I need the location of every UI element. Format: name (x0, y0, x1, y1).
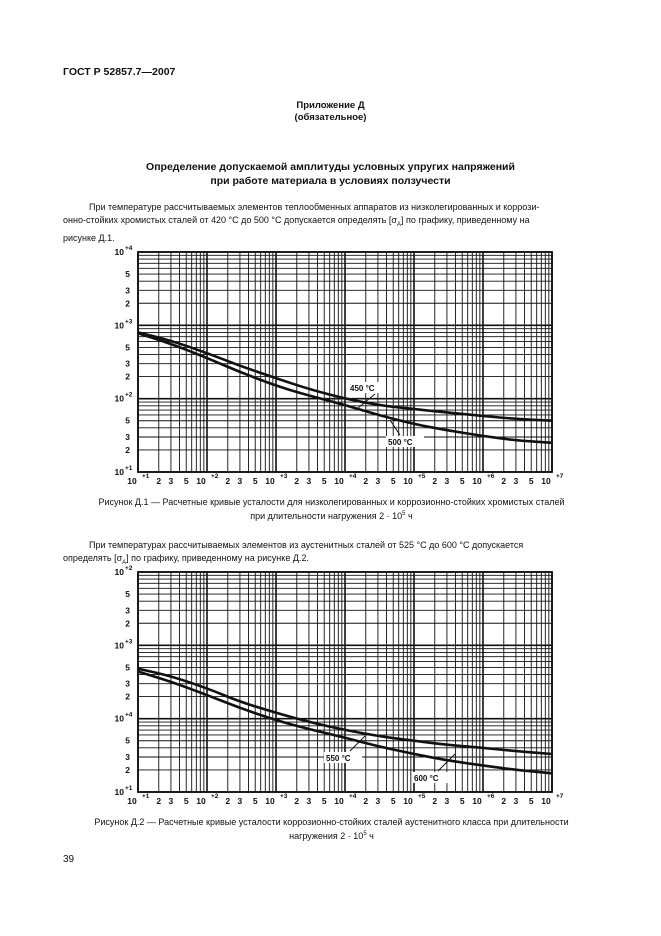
x-tick-exponent: +1 (142, 473, 150, 480)
y-minor-tick-label: 3 (125, 678, 130, 689)
paragraph-2-text-a: определять [σ (63, 553, 123, 563)
y-minor-tick-label: 3 (125, 358, 130, 369)
x-minor-tick-label: 2 (156, 476, 162, 486)
x-minor-tick-label: 3 (513, 796, 519, 806)
y-tick-exponent: +1 (125, 465, 133, 472)
y-minor-tick-label: 3 (125, 752, 130, 763)
x-minor-tick-label: 3 (513, 476, 519, 486)
x-tick-label: 10 (127, 796, 137, 806)
x-tick-label: 10 (334, 796, 344, 806)
y-tick-labels (115, 565, 133, 797)
x-tick-exponent: +7 (556, 473, 564, 480)
caption-d2-text-b: ч (366, 831, 374, 841)
x-minor-tick-label: 5 (321, 476, 327, 486)
sigma-subscript: A (396, 221, 401, 228)
y-minor-tick-label: 5 (125, 415, 130, 426)
chart-figure-d1 (100, 244, 580, 490)
y-tick-exponent: +4 (125, 245, 133, 252)
y-minor-tick-label: 5 (125, 735, 130, 746)
x-minor-tick-label: 3 (444, 476, 450, 486)
y-tick-exponent: +2 (125, 565, 133, 572)
y-tick-exponent: +3 (125, 638, 133, 646)
x-minor-tick-label: 3 (237, 476, 243, 486)
x-minor-tick-label: 2 (225, 476, 231, 486)
section-title-line1: Определение допускаемой амплитуды условных упругих напряжений (146, 161, 515, 173)
document-header: ГОСТ Р 52857.7—2007 (63, 66, 176, 78)
x-minor-tick-label: 5 (528, 796, 534, 806)
y-minor-tick-label: 2 (125, 691, 130, 702)
series-label: 550 °C (326, 754, 351, 763)
x-minor-tick-label: 2 (432, 476, 438, 486)
x-minor-tick-label: 2 (156, 796, 162, 806)
y-tick-exponent: +4 (125, 711, 133, 719)
x-tick-exponent: +4 (349, 793, 357, 800)
x-tick-exponent: +7 (556, 793, 564, 800)
x-tick-labels (127, 793, 564, 806)
x-tick-exponent: +2 (211, 793, 219, 800)
paragraph-1 (63, 201, 600, 245)
x-tick-exponent: +6 (487, 793, 495, 800)
appendix-status: (обязательное) (294, 112, 367, 123)
x-minor-tick-label: 5 (183, 476, 189, 486)
y-minor-tick-label: 2 (125, 298, 130, 309)
x-tick-label: 10 (265, 476, 275, 486)
sigma-subscript: A (122, 559, 127, 566)
x-tick-label: 10 (127, 476, 137, 486)
x-tick-label: 10 (472, 796, 482, 806)
x-tick-label: 10 (196, 796, 206, 806)
y-minor-tick-label: 5 (125, 662, 130, 673)
y-tick-exponent: +3 (125, 318, 133, 326)
x-minor-tick-label: 5 (390, 476, 396, 486)
x-tick-exponent: +5 (418, 473, 426, 480)
y-tick-labels (115, 245, 133, 477)
series-label: 450 °C (350, 384, 375, 393)
x-minor-tick-label: 5 (390, 796, 396, 806)
caption-d2-text-a: нагружения 2 · 10 (289, 831, 364, 841)
section-title-line2: при работе материала в условиях ползучести (210, 175, 451, 187)
caption-d2-line1: Рисунок Д.2 — Расчетные кривые усталости коррозионно-стойких сталей аустенитного класса при длительности (94, 817, 569, 827)
y-tick-label: 10 (114, 713, 124, 724)
x-tick-exponent: +5 (418, 793, 426, 800)
y-tick-label: 10 (114, 567, 124, 577)
x-minor-tick-label: 2 (363, 476, 369, 486)
y-tick-label: 10 (114, 467, 124, 477)
y-minor-tick-label: 2 (125, 618, 130, 629)
x-minor-tick-label: 3 (306, 796, 312, 806)
x-tick-exponent: +3 (280, 793, 288, 800)
paragraph-1-text-b: ] по графику, приведенному на (400, 215, 530, 225)
x-minor-tick-label: 5 (252, 796, 258, 806)
y-minor-tick-label: 5 (125, 589, 130, 600)
appendix-title: Приложение Д (296, 100, 365, 111)
x-tick-exponent: +4 (349, 473, 357, 480)
appendix-heading (40, 100, 621, 124)
x-tick-exponent: +1 (142, 793, 150, 800)
y-tick-label: 10 (114, 247, 124, 257)
x-minor-tick-label: 3 (306, 476, 312, 486)
x-minor-tick-label: 5 (459, 796, 465, 806)
x-tick-label: 10 (403, 476, 413, 486)
chart-grid (138, 252, 552, 472)
y-tick-exponent: +2 (125, 391, 133, 399)
x-tick-label: 10 (334, 476, 344, 486)
caption-d1-text-b: ч (405, 511, 413, 521)
paragraph-2-text-b: ] по графику, приведенному на рисунке Д.2. (126, 553, 309, 563)
x-minor-tick-label: 2 (501, 796, 507, 806)
x-minor-tick-label: 5 (459, 476, 465, 486)
x-tick-label: 10 (472, 476, 482, 486)
y-tick-label: 10 (114, 320, 124, 331)
x-minor-tick-label: 2 (294, 796, 300, 806)
x-tick-labels (127, 473, 564, 486)
y-tick-exponent: +1 (125, 785, 133, 792)
paragraph-2-line1: При температурах рассчитываемых элементов из аустенитных сталей от 525 °С до 600 °С допускается (89, 540, 524, 550)
x-minor-tick-label: 2 (294, 476, 300, 486)
section-title (40, 160, 621, 188)
y-tick-label: 10 (114, 640, 124, 651)
x-minor-tick-label: 5 (528, 476, 534, 486)
y-tick-label: 10 (114, 787, 124, 797)
page-number: 39 (63, 854, 75, 865)
caption-d1-line2 (63, 508, 600, 522)
y-minor-tick-label: 2 (125, 764, 130, 775)
series-label: 600 °C (414, 774, 439, 783)
y-minor-tick-label: 2 (125, 371, 130, 382)
x-minor-tick-label: 3 (168, 476, 174, 486)
x-minor-tick-label: 2 (432, 796, 438, 806)
paragraph-1-line2 (63, 214, 600, 232)
x-minor-tick-label: 2 (501, 476, 507, 486)
y-minor-tick-label: 3 (125, 432, 130, 443)
y-minor-tick-label: 5 (125, 342, 130, 353)
chart-figure-d2 (100, 564, 580, 810)
figure-caption-d2 (63, 816, 600, 842)
x-minor-tick-label: 3 (375, 796, 381, 806)
x-tick-exponent: +3 (280, 473, 288, 480)
x-tick-label: 10 (196, 476, 206, 486)
x-minor-tick-label: 2 (225, 796, 231, 806)
y-minor-tick-label: 2 (125, 444, 130, 455)
caption-d1-line1: Рисунок Д.1 — Расчетные кривые усталости для низколегированных и коррозионно-стойких хромистых сталей (98, 497, 565, 507)
y-minor-tick-label: 3 (125, 605, 130, 616)
y-minor-tick-label: 5 (125, 269, 130, 280)
x-minor-tick-label: 5 (183, 796, 189, 806)
x-minor-tick-label: 5 (321, 796, 327, 806)
x-minor-tick-label: 3 (237, 796, 243, 806)
x-minor-tick-label: 3 (168, 796, 174, 806)
x-minor-tick-label: 2 (363, 796, 369, 806)
caption-d1-text-a: при длительности нагружения 2 · 10 (250, 511, 403, 521)
x-minor-tick-label: 3 (444, 796, 450, 806)
x-tick-exponent: +2 (211, 473, 219, 480)
x-tick-label: 10 (403, 796, 413, 806)
caption-d2-exponent: 5 (363, 831, 367, 837)
x-tick-label: 10 (541, 796, 551, 806)
x-minor-tick-label: 5 (252, 476, 258, 486)
paragraph-1-line3: рисунке Д.1. (63, 232, 115, 243)
x-tick-label: 10 (541, 476, 551, 486)
y-tick-label: 10 (114, 393, 124, 404)
paragraph-1-text-a: онно-стойких хромистых сталей от 420 °С до 500 °С допускается определять [σ (63, 215, 397, 225)
paragraph-1-line1: При температуре рассчитываемых элементов теплообменных аппаратов из низколегированных и коррози- (89, 202, 540, 212)
caption-d2-line2 (63, 828, 600, 842)
x-minor-tick-label: 3 (375, 476, 381, 486)
y-minor-tick-label: 3 (125, 285, 130, 296)
figure-caption-d1 (63, 496, 600, 522)
caption-d1-exponent: 5 (402, 511, 406, 517)
series-label: 500 °C (388, 438, 413, 447)
x-tick-exponent: +6 (487, 473, 495, 480)
x-tick-label: 10 (265, 796, 275, 806)
